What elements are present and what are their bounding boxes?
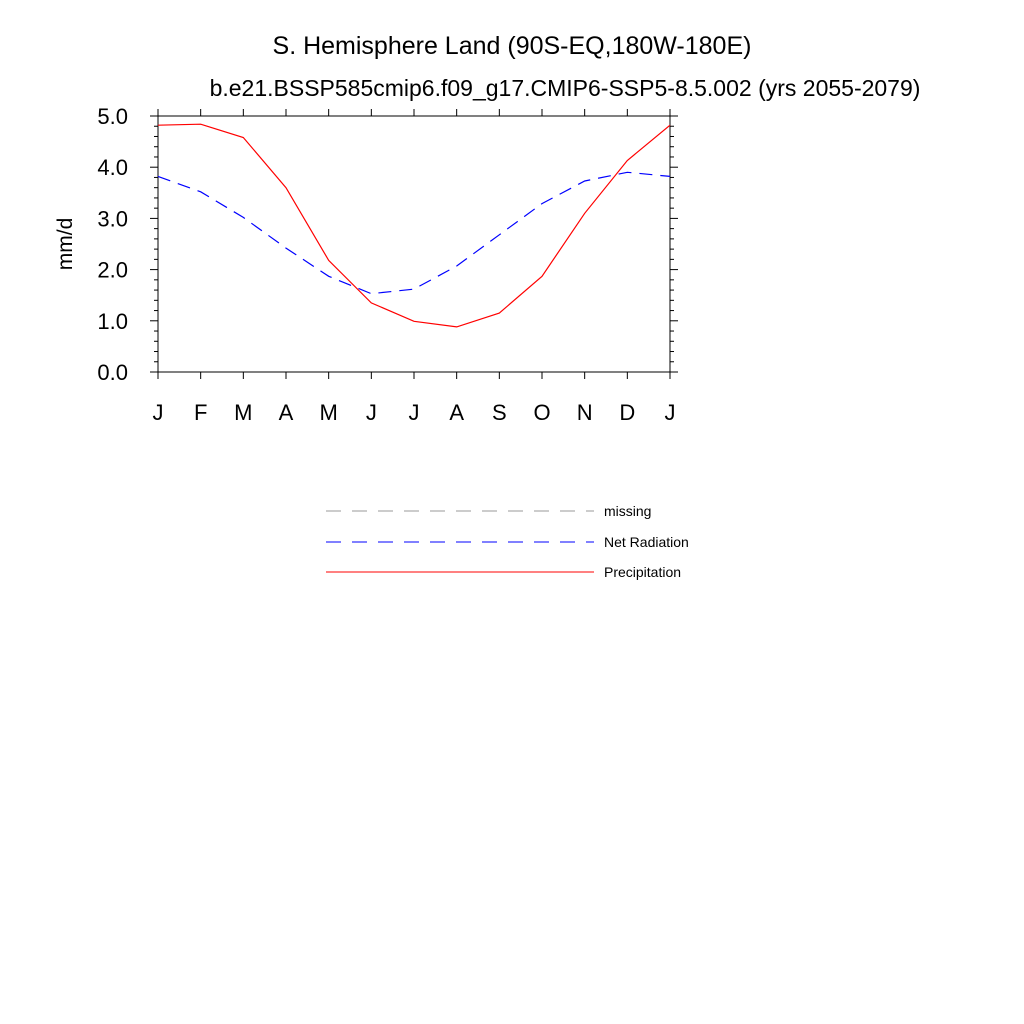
series-lines xyxy=(158,124,670,327)
plot-frame xyxy=(158,116,670,372)
chart-subtitle: b.e21.BSSP585cmip6.f09_g17.CMIP6-SSP5-8.5.002 (yrs 2055-2079) xyxy=(209,75,921,101)
legend-label: Net Radiation xyxy=(604,534,689,550)
x-tick-label: M xyxy=(319,400,338,425)
y-tick-label: 2.0 xyxy=(97,257,128,283)
x-tick-label: A xyxy=(449,400,465,425)
x-tick-label: S xyxy=(491,400,507,425)
y-tick-label: 0.0 xyxy=(97,360,128,385)
axis-ticks xyxy=(97,104,678,425)
series-line-net-radiation xyxy=(158,172,670,293)
chart-title: S. Hemisphere Land (90S-EQ,180W-180E) xyxy=(272,32,752,60)
series-line-precipitation xyxy=(158,124,670,327)
x-tick-label: J xyxy=(152,400,164,425)
y-tick-label: 1.0 xyxy=(97,308,128,334)
legend-label: missing xyxy=(604,503,652,519)
legend xyxy=(326,503,689,580)
y-tick-label: 3.0 xyxy=(97,206,128,232)
x-tick-label: J xyxy=(365,400,377,425)
x-tick-label: J xyxy=(408,400,420,425)
x-tick-label: F xyxy=(193,400,208,425)
y-axis-label: mm/d xyxy=(54,217,77,271)
x-tick-label: O xyxy=(533,400,551,425)
x-tick-label: J xyxy=(664,400,676,425)
legend-label: Precipitation xyxy=(604,564,682,580)
x-tick-label: D xyxy=(619,400,636,425)
x-tick-label: M xyxy=(234,400,253,425)
y-tick-label: 5.0 xyxy=(97,104,128,129)
y-tick-label: 4.0 xyxy=(97,155,128,181)
x-tick-label: N xyxy=(576,400,593,425)
x-tick-label: A xyxy=(278,400,294,425)
